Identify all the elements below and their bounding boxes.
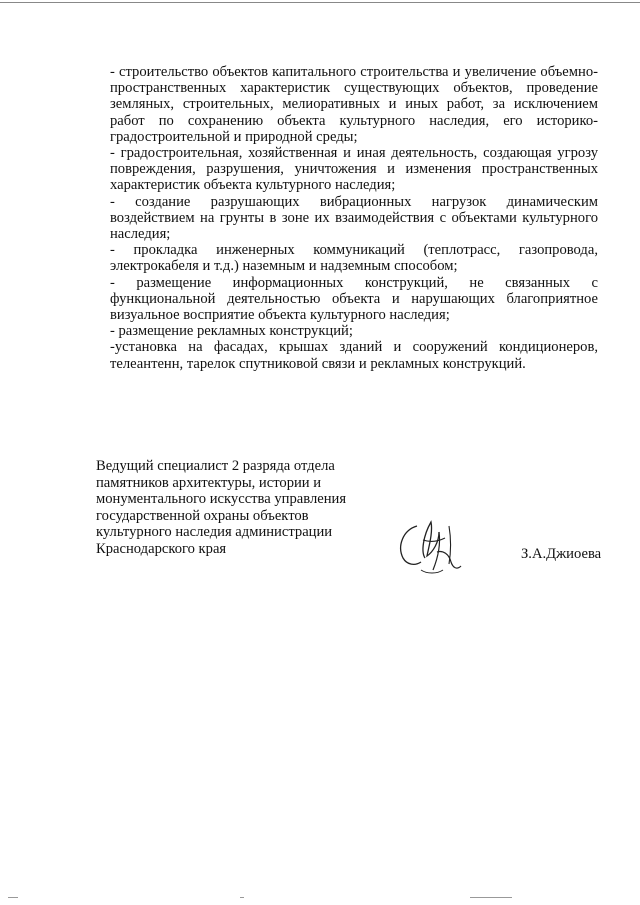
signatory-position-line: Краснодарского края [96, 540, 227, 557]
restriction-item: - градостроительная, хозяйственная и иная деятельность, создающая угрозу повреждения, разрушения, уничтожения и изменения пространственных характеристик объекта культурного наследия; [110, 145, 598, 194]
restrictions-list [110, 64, 598, 372]
restriction-item: -установка на фасадах, крышах зданий и сооружений кондиционеров, телеантенн, тарелок спутниковой связи и рекламных конструкций. [110, 339, 598, 372]
signatory-position-line: культурного наследия администрации [96, 524, 333, 540]
signatory-position-line: монументального искусства управления [96, 491, 347, 507]
restriction-item: - размещение рекламных конструкций; [110, 323, 353, 340]
signatory-position-line: государственной охраны объектов [96, 507, 309, 524]
footer-mark [470, 897, 512, 898]
restriction-item: - создание разрушающих вибрационных нагрузок динамическим воздействием на грунты в зоне их взаимодействия с объектами культурного наследия; [110, 193, 598, 243]
handwritten-signature [393, 512, 465, 578]
footer-mark [8, 897, 18, 898]
signatory-position [96, 458, 346, 557]
restriction-item: - строительство объектов капитального строительства и увеличение объемно-пространственных характеристик существующих объектов, проведение земляных, строительных, мелиоративных и иных работ, за исключением работ по сохранению объекта культурного наследия, его историко-градостроительной и природной среды; [110, 64, 598, 145]
top-rule [0, 2, 640, 3]
signatory-position-line: памятников архитектуры, истории и [96, 474, 322, 491]
signatory-position-line: Ведущий специалист 2 разряда отдела [96, 458, 335, 474]
signatory-name: З.А.Джиоева [521, 546, 602, 562]
restriction-item: - прокладка инженерных коммуникаций (теплотрасс, газопровода, электрокабеля и т.д.) наземным и надземным способом; [110, 242, 598, 275]
footer-mark [240, 897, 244, 898]
restriction-item: - размещение информационных конструкций, не связанных с функциональной деятельностью объекта и нарушающих благоприятное визуальное восприятие объекта культурного наследия; [110, 274, 598, 324]
